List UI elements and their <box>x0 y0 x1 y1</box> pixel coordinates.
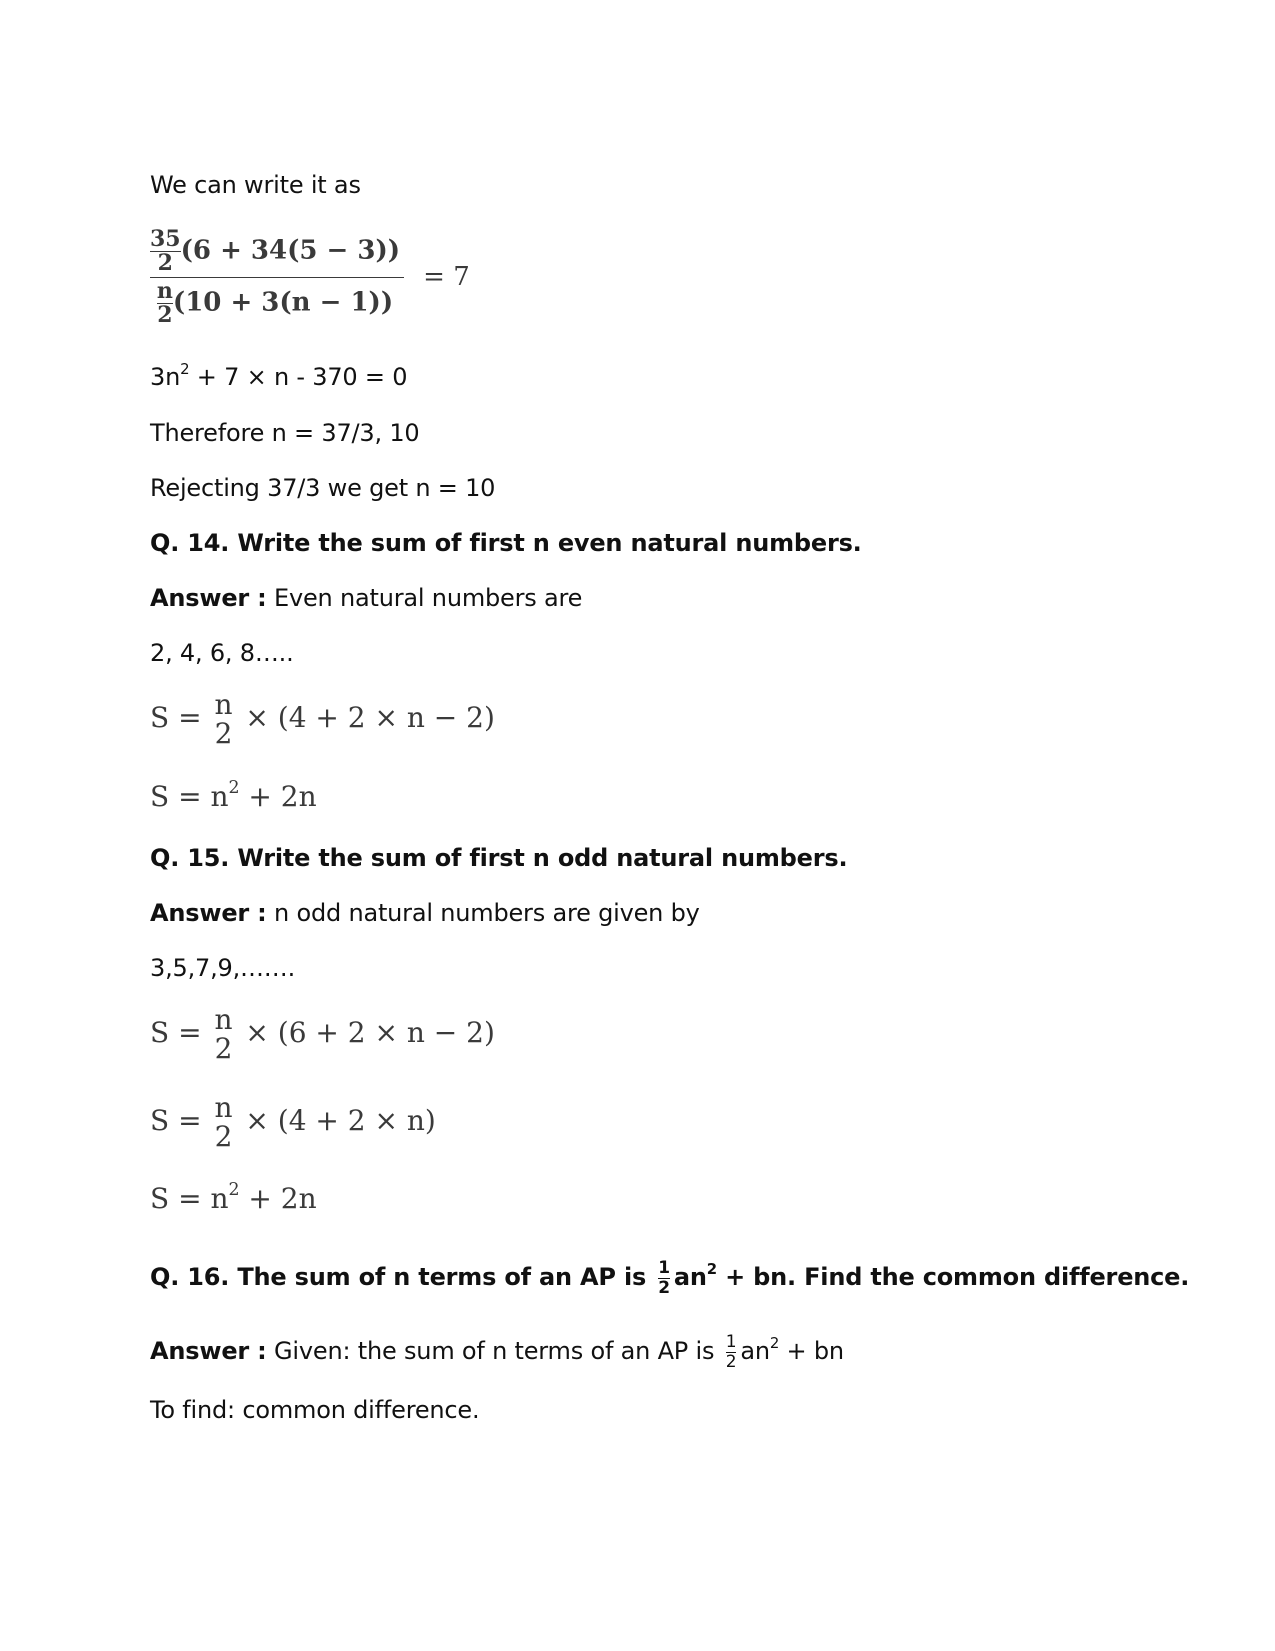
quadratic-base: 3n <box>150 363 181 391</box>
answer-end: + bn <box>779 1337 844 1365</box>
den-coef-bottom: 2 <box>157 302 173 329</box>
answer-exponent: 2 <box>769 1333 780 1352</box>
eq-rhs: + 2n <box>239 1182 317 1215</box>
den-coef-top: n <box>156 278 173 305</box>
frac-top: n <box>214 1003 233 1036</box>
fraction-one-half <box>658 1259 670 1297</box>
eq-exponent: 2 <box>228 777 240 798</box>
question-16 <box>150 1248 1189 1306</box>
q15-equation-1 <box>150 1005 495 1064</box>
quadratic-equation <box>150 359 408 392</box>
quadratic-rest: + 7 × n - 370 = 0 <box>189 363 408 391</box>
num-coef-bottom: 2 <box>150 251 181 275</box>
eq-lhs: S = n <box>150 780 229 813</box>
sequence-odd: 3,5,7,9,……. <box>150 954 296 982</box>
frac-top: 1 <box>658 1257 670 1278</box>
numerator-body: (6 + 34(5 − 3)) <box>180 235 401 266</box>
numerator-coefficient <box>150 228 181 275</box>
frac-top: n <box>214 1091 233 1124</box>
frac-bottom: 2 <box>214 1032 233 1066</box>
eq-rhs: × (4 + 2 × n) <box>245 1103 436 1137</box>
eq-rhs: × (4 + 2 × n − 2) <box>245 700 495 734</box>
eq-lhs: S = n <box>150 1182 229 1215</box>
answer-label: Answer : <box>150 899 267 927</box>
answer-label: Answer : <box>150 1337 267 1365</box>
answer-16 <box>150 1322 844 1380</box>
q14-equation-2 <box>150 777 317 813</box>
answer-text: Given: the sum of n terms of an AP is <box>266 1337 715 1365</box>
question-14: Q. 14. Write the sum of first n even natural numbers. <box>150 529 862 557</box>
quadratic-exponent: 2 <box>180 359 190 378</box>
num-coef-top: 35 <box>150 226 181 252</box>
eq-lhs: S = <box>150 1103 202 1137</box>
equation-compound-fraction <box>150 228 470 327</box>
intro-text: We can write it as <box>150 171 361 199</box>
frac-bottom: 2 <box>725 1351 737 1372</box>
equation-rhs: = 7 <box>423 261 470 292</box>
answer-label: Answer : <box>150 584 267 612</box>
answer-text: Even natural numbers are <box>266 584 583 612</box>
frac-top: 1 <box>725 1331 737 1352</box>
question-exponent: 2 <box>706 1259 717 1278</box>
q15-equation-3 <box>150 1179 317 1215</box>
question-end: + bn. Find the common difference. <box>716 1263 1190 1291</box>
eq-rhs: × (6 + 2 × n − 2) <box>245 1015 495 1049</box>
fraction-one-half <box>726 1333 737 1371</box>
answer-text: n odd natural numbers are given by <box>266 899 700 927</box>
question-start: Q. 16. The sum of n terms of an AP is <box>150 1263 647 1291</box>
answer-15 <box>150 898 700 928</box>
fraction-n-over-2 <box>214 1093 232 1152</box>
therefore-text: Therefore n = 37/3, 10 <box>150 419 420 447</box>
eq-exponent: 2 <box>228 1179 240 1200</box>
fraction-n-over-2 <box>214 690 232 749</box>
eq-rhs: + 2n <box>239 780 317 813</box>
answer-an: an <box>740 1337 770 1365</box>
to-find-text: To find: common difference. <box>150 1396 480 1424</box>
question-15: Q. 15. Write the sum of first n odd natural numbers. <box>150 844 848 872</box>
sequence-even: 2, 4, 6, 8….. <box>150 639 294 667</box>
eq-lhs: S = <box>150 700 202 734</box>
rejecting-text: Rejecting 37/3 we get n = 10 <box>150 474 496 502</box>
frac-bottom: 2 <box>214 1120 233 1154</box>
q14-equation-1 <box>150 690 495 749</box>
question-an: an <box>673 1263 707 1291</box>
frac-top: n <box>214 688 233 721</box>
denominator-body: (10 + 3(n − 1)) <box>172 287 394 318</box>
denominator-coefficient <box>157 280 173 327</box>
frac-bottom: 2 <box>658 1277 670 1298</box>
compound-fraction <box>150 228 404 327</box>
q15-equation-2 <box>150 1093 436 1152</box>
frac-bottom: 2 <box>214 717 233 751</box>
fraction-n-over-2 <box>214 1005 232 1064</box>
answer-14 <box>150 583 582 613</box>
eq-lhs: S = <box>150 1015 202 1049</box>
